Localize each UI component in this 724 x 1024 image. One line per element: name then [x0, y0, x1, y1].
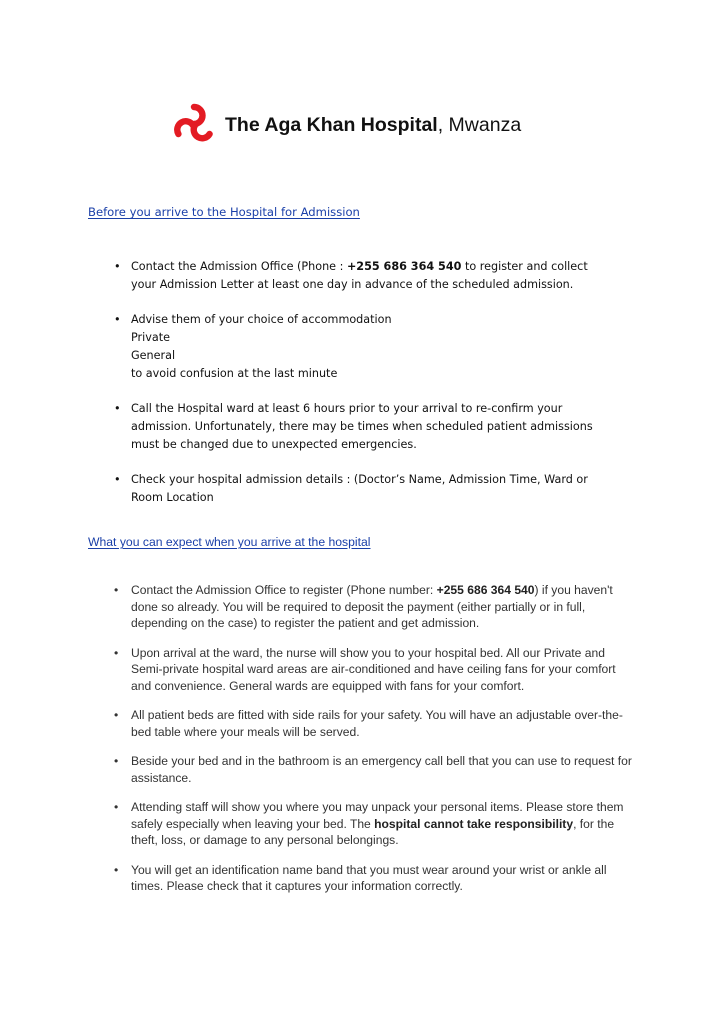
list-item: • Advise them of your choice of accommodation Private General to avoid confusion at the last minute	[114, 311, 614, 383]
hospital-header	[171, 102, 521, 148]
brand-name-bold: The Aga Khan Hospital	[225, 113, 438, 136]
list-item: • Contact the Admission Office (Phone : +255 686 364 540 to register and collect your Admission Letter at least one day in advance of the scheduled admission.	[114, 258, 614, 294]
before-arrival-list	[114, 258, 614, 507]
responsibility-notice: hospital cannot take responsibility	[374, 816, 574, 831]
brand-location: , Mwanza	[437, 113, 522, 136]
list-item: • Call the Hospital ward at least 6 hours prior to your arrival to re-confirm your admission. Unfortunately, there may be times when scheduled patient admissions must be changed due to unexpected emergencies.	[114, 400, 614, 454]
admission-phone-number: +255 686 364 540	[436, 583, 535, 597]
section-title-before-arrival[interactable]: Before you arrive to the Hospital for Admission	[88, 205, 360, 219]
admission-phone-number: +255 686 364 540	[346, 260, 462, 273]
hospital-name	[225, 114, 521, 137]
list-item: • Check your hospital admission details : (Doctor’s Name, Admission Time, Ward or Room Location	[114, 471, 614, 507]
list-item: • You will get an identification name band that you must wear around your wrist or ankle all times. Please check that it captures your information correctly.	[114, 862, 636, 895]
list-item: • All patient beds are fitted with side rails for your safety. You will have an adjustable over-the-bed table where your meals will be served.	[114, 707, 636, 740]
list-item: • Attending staff will show you where you may unpack your personal items. Please store them safely especially when leaving your bed. The hospital cannot take responsibility, for the theft, loss, or damage to any personal belongings.	[114, 799, 636, 849]
section-title-on-arrival[interactable]: What you can expect when you arrive at the hospital	[88, 535, 371, 549]
list-item: • Upon arrival at the ward, the nurse will show you to your hospital bed. All our Private and Semi-private hospital ward areas are air-conditioned and have ceiling fans for your comfort and convenience. General wards are equipped with fans for your comfort.	[114, 645, 636, 695]
list-item: • Beside your bed and in the bathroom is an emergency call bell that you can use to request for assistance.	[114, 753, 636, 786]
aga-khan-knot-logo-icon	[171, 102, 217, 148]
on-arrival-list	[114, 582, 636, 895]
list-item: • Contact the Admission Office to register (Phone number: +255 686 364 540) if you haven't done so already. You will be required to deposit the payment (either partially or in full, depending on the case) to register the patient and get admission.	[114, 582, 636, 632]
